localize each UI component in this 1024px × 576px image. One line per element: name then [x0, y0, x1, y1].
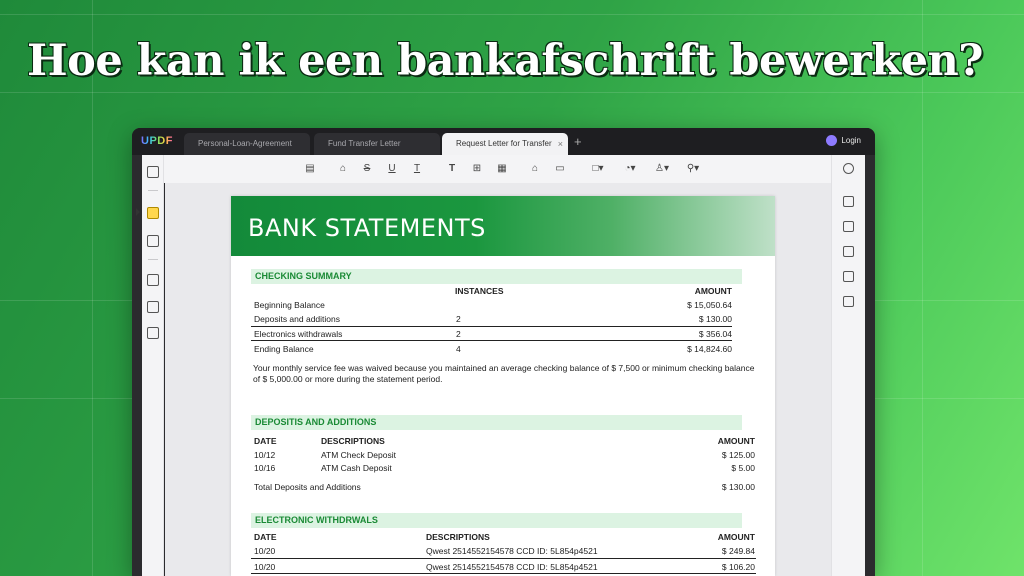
- fee-note: Your monthly service fee was waived because you maintained an average checking balance of $ 7,500 or minimum checking balance of $ 5,000.00 or more during the statement period.: [253, 363, 755, 384]
- divider: [148, 259, 158, 260]
- column-header: AMOUNT: [694, 286, 732, 296]
- table-cell: Qwest 2514552154578 CCD ID: 5L854p4521: [426, 562, 598, 572]
- tab-request-letter[interactable]: [442, 133, 568, 155]
- pdfa-icon[interactable]: [843, 221, 854, 232]
- underline-icon[interactable]: U: [388, 163, 396, 174]
- row-rule: [251, 573, 756, 574]
- organize-pages-icon[interactable]: [147, 274, 159, 286]
- sticker-icon[interactable]: ◔▾: [624, 163, 636, 174]
- textbox-icon[interactable]: ⊞: [472, 163, 482, 174]
- headline: Hoe kan ik een bankafschrift bewerken?: [27, 36, 983, 86]
- row-rule: [251, 558, 756, 559]
- statement-banner: [231, 196, 775, 256]
- stamp-icon[interactable]: ♙▾: [655, 163, 669, 174]
- tab-label: Request Letter for Transfer: [456, 139, 552, 148]
- column-header: INSTANCES: [455, 286, 504, 296]
- pencil-icon[interactable]: ⌂: [531, 163, 539, 174]
- highlight-icon[interactable]: ⌂: [339, 163, 347, 174]
- table-cell: 2: [456, 329, 461, 339]
- login-button[interactable]: [826, 134, 861, 148]
- protect-icon[interactable]: [843, 246, 854, 257]
- active-mode-indicator-icon: [136, 208, 140, 216]
- column-header: DESCRIPTIONS: [426, 532, 490, 542]
- signature-icon[interactable]: ⚲▾: [686, 163, 700, 174]
- ocr-icon[interactable]: [843, 196, 854, 207]
- share-icon[interactable]: [843, 271, 854, 282]
- section-header: [251, 269, 742, 284]
- section-header: [251, 415, 742, 430]
- tab-personal-loan[interactable]: [184, 133, 310, 155]
- comment-icon[interactable]: ▤: [305, 163, 315, 174]
- app-logo: UPDF: [141, 135, 173, 147]
- left-sidebar: [142, 155, 164, 576]
- column-header: DESCRIPTIONS: [321, 436, 385, 446]
- login-label: Login: [841, 136, 861, 145]
- row-rule: [251, 340, 732, 341]
- table-cell: 2: [456, 314, 461, 324]
- bg-grid-line: [922, 0, 923, 576]
- table-cell: Beginning Balance: [254, 300, 325, 310]
- tab-fund-transfer[interactable]: [314, 133, 440, 155]
- pdf-page: [231, 196, 775, 576]
- section-title: CHECKING SUMMARY: [255, 271, 352, 281]
- table-cell: $ 5.00: [731, 463, 755, 473]
- table-cell: $ 249.84: [721, 546, 755, 556]
- strikethrough-icon[interactable]: S: [363, 163, 371, 174]
- thumbnail-icon[interactable]: [147, 166, 159, 178]
- bg-grid-line: [0, 92, 1024, 93]
- bg-grid-line: [92, 0, 93, 576]
- tab-bar: [132, 128, 875, 155]
- text-icon[interactable]: T: [448, 163, 456, 174]
- avatar: [826, 135, 837, 146]
- table-cell: Ending Balance: [254, 344, 314, 354]
- divider: [148, 190, 158, 191]
- shape-icon[interactable]: □▾: [592, 163, 604, 174]
- text-comment-icon[interactable]: ▦: [497, 163, 507, 174]
- table-cell: ATM Cash Deposit: [321, 463, 392, 473]
- close-icon[interactable]: ×: [557, 139, 563, 149]
- table-cell: $ 130.00: [698, 314, 732, 324]
- table-cell: 10/12: [254, 450, 276, 460]
- table-cell: $ 130.00: [721, 482, 755, 492]
- table-cell: Total Deposits and Additions: [254, 482, 361, 492]
- email-icon[interactable]: [843, 296, 854, 307]
- table-cell: 10/20: [254, 562, 276, 572]
- right-sidebar: [831, 155, 865, 576]
- table-cell: $ 15,050.64: [687, 300, 732, 310]
- comment-mode-icon[interactable]: [147, 207, 159, 219]
- column-header: AMOUNT: [717, 532, 755, 542]
- tab-label: Personal-Loan-Agreement: [198, 139, 292, 148]
- table-cell: Deposits and additions: [254, 314, 341, 324]
- document-title: BANK STATEMENTS: [248, 214, 486, 242]
- edit-pdf-icon[interactable]: [147, 235, 159, 247]
- annotation-toolbar: [142, 155, 831, 183]
- row-rule: [251, 326, 732, 327]
- tab-label: Fund Transfer Letter: [328, 139, 401, 148]
- column-header: AMOUNT: [717, 436, 755, 446]
- section-title: DEPOSITIS AND ADDITIONS: [255, 417, 377, 427]
- table-cell: Qwest 2514552154578 CCD ID: 5L854p4521: [426, 546, 598, 556]
- table-cell: $ 14,824.60: [687, 344, 732, 354]
- section-title: ELECTRONIC WITHDRWALS: [255, 515, 378, 525]
- text-underline-icon[interactable]: T: [413, 163, 421, 174]
- bg-grid-line: [0, 14, 1024, 15]
- eraser-icon[interactable]: ▭: [555, 163, 565, 174]
- form-icon[interactable]: [147, 327, 159, 339]
- section-header: [251, 513, 742, 528]
- table-cell: $ 356.04: [698, 329, 732, 339]
- crop-icon[interactable]: [147, 301, 159, 313]
- table-cell: Electronics withdrawals: [254, 329, 343, 339]
- column-header: DATE: [254, 532, 277, 542]
- table-cell: $ 106.20: [721, 562, 755, 572]
- table-cell: 4: [456, 344, 461, 354]
- add-tab-button[interactable]: +: [574, 134, 582, 149]
- table-cell: ATM Check Deposit: [321, 450, 396, 460]
- search-icon[interactable]: [843, 163, 854, 174]
- column-header: DATE: [254, 436, 277, 446]
- table-cell: 10/16: [254, 463, 276, 473]
- table-cell: 10/20: [254, 546, 276, 556]
- table-cell: $ 125.00: [721, 450, 755, 460]
